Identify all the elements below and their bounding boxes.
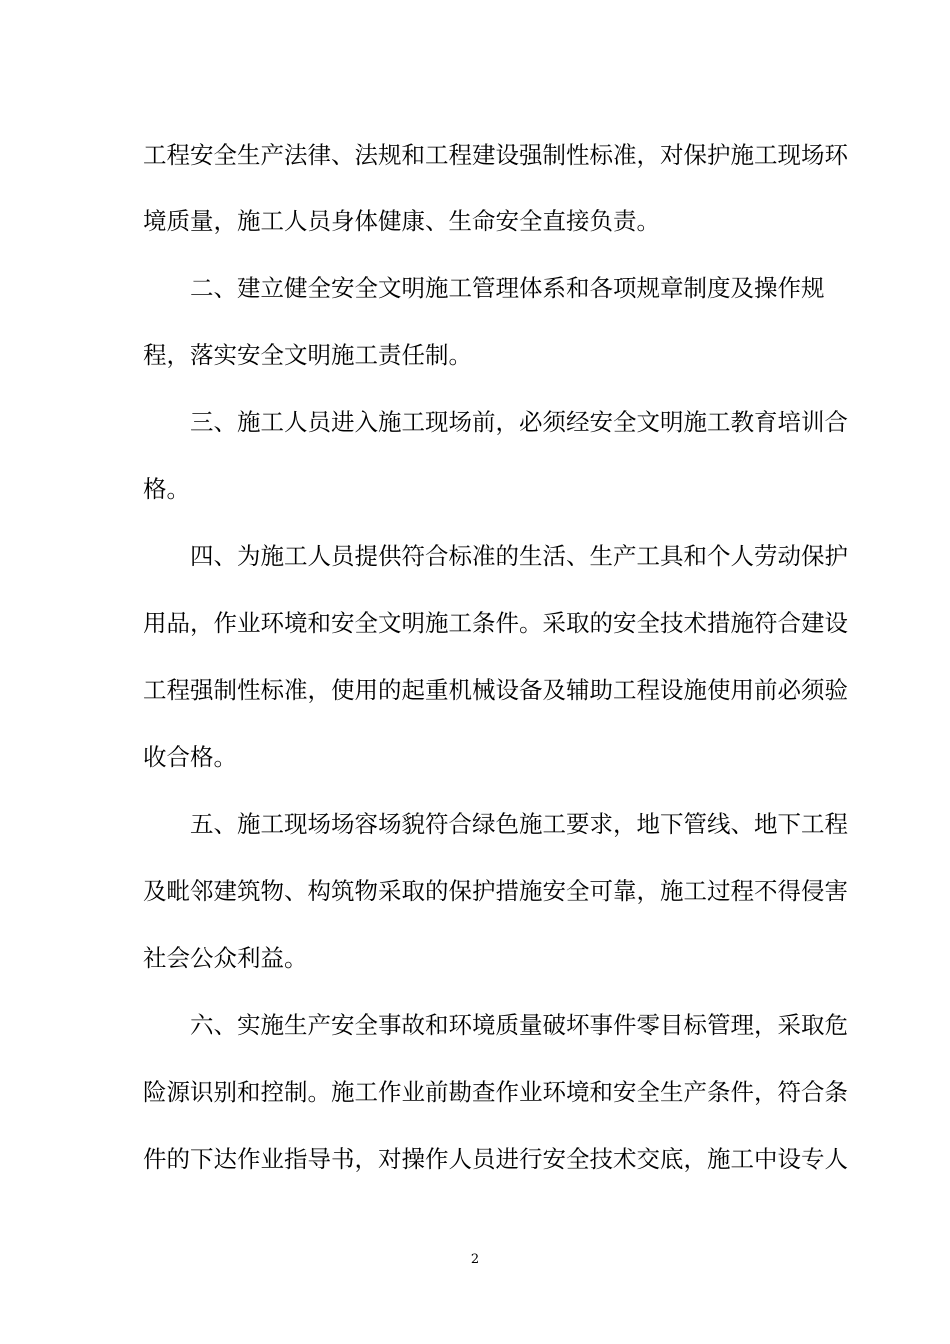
text-line: 工程安全生产法律、法规和工程建设强制性标准，对保护施工现场环	[143, 141, 848, 169]
text-line: 险源识别和控制。施工作业前勘查作业环境和安全生产条件，符合条	[143, 1078, 848, 1106]
paragraph-start-line: 二、建立健全安全文明施工管理体系和各项规章制度及操作规	[190, 274, 825, 302]
text-line: 社会公众利益。	[143, 944, 308, 972]
text-line: 用品，作业环境和安全文明施工条件。采取的安全技术措施符合建设	[143, 609, 848, 637]
paragraph-start-line: 三、施工人员进入施工现场前，必须经安全文明施工教育培训合	[190, 408, 848, 436]
text-line: 境质量，施工人员身体健康、生命安全直接负责。	[143, 207, 660, 235]
text-line: 收合格。	[143, 743, 237, 771]
text-line: 及毗邻建筑物、构筑物采取的保护措施安全可靠，施工过程不得侵害	[143, 877, 848, 905]
paragraph-start-line: 四、为施工人员提供符合标准的生活、生产工具和个人劳动保护	[190, 542, 848, 570]
page-number: 2	[470, 1252, 480, 1267]
text-line: 工程强制性标准，使用的起重机械设备及辅助工程设施使用前必须验	[143, 676, 848, 704]
text-line: 格。	[143, 475, 190, 503]
paragraph-start-line: 五、施工现场场容场貌符合绿色施工要求，地下管线、地下工程	[190, 810, 848, 838]
text-line: 程，落实安全文明施工责任制。	[143, 341, 472, 369]
paragraph-start-line: 六、实施生产安全事故和环境质量破坏事件零目标管理，采取危	[190, 1011, 848, 1039]
text-line: 件的下达作业指导书，对操作人员进行安全技术交底，施工中设专人	[143, 1145, 848, 1173]
